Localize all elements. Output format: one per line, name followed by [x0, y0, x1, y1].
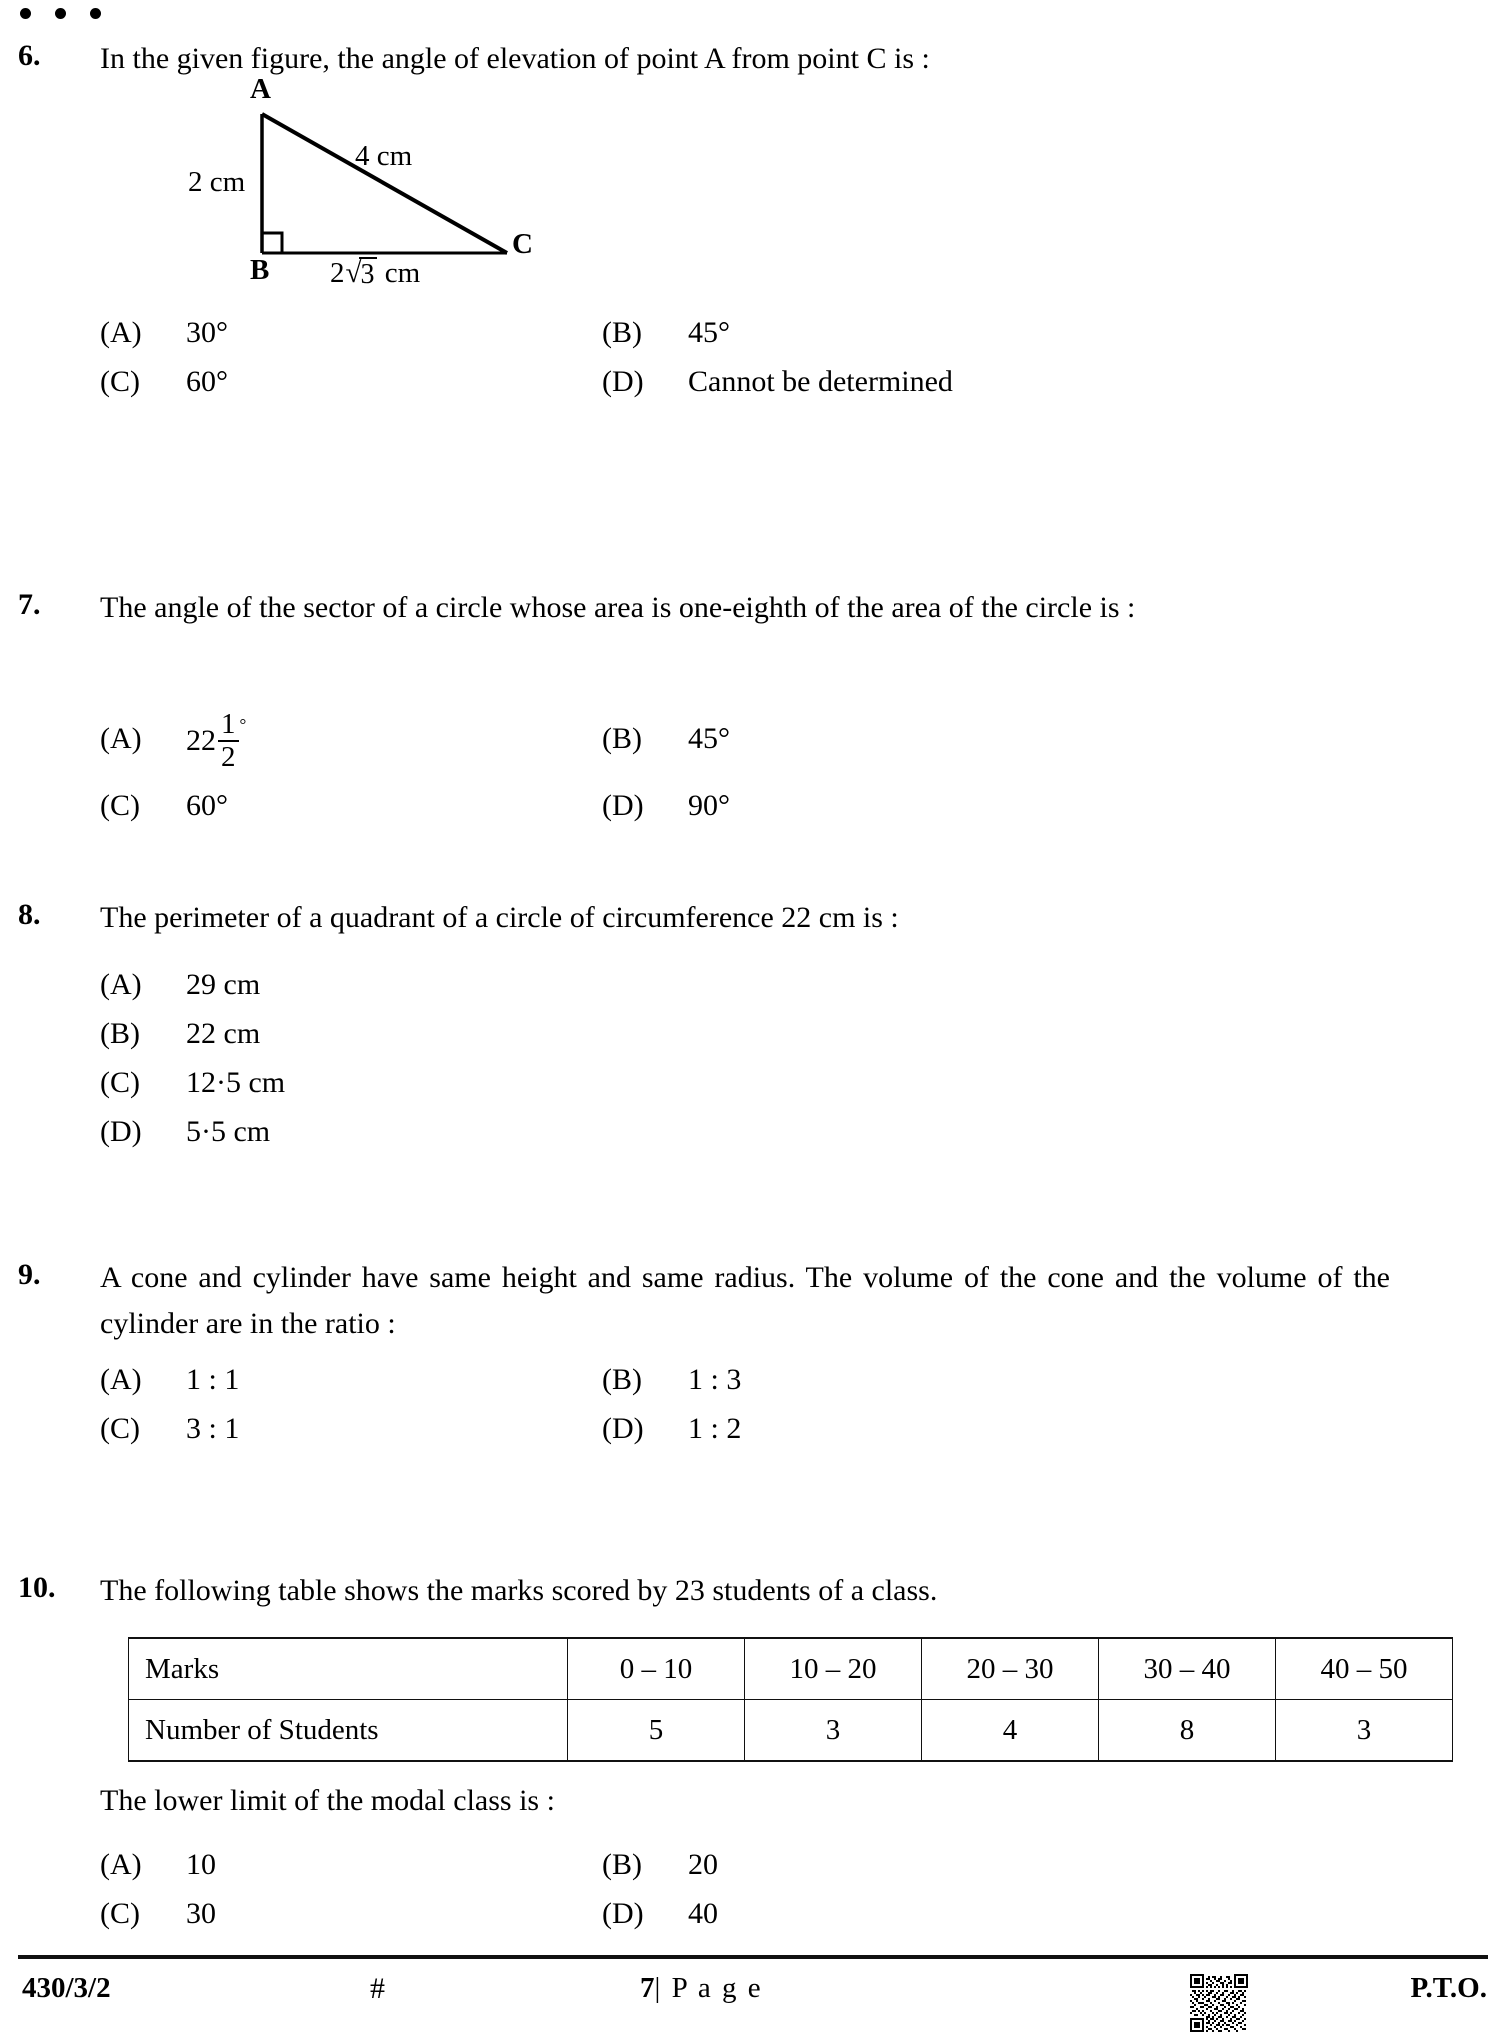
q7-option-d-label: (D) — [602, 789, 644, 822]
question-6-body — [100, 36, 1390, 82]
marks-table — [128, 1637, 1453, 1762]
fraction-numerator: 1 — [218, 710, 239, 742]
q10-option-c-value: 30 — [186, 1897, 216, 1930]
q9-option-row-2 — [100, 1404, 1390, 1453]
q10-option-d-value: 40 — [688, 1897, 718, 1930]
q9-option-d[interactable] — [602, 1404, 741, 1453]
question-6-figure — [150, 73, 770, 308]
q6-option-c-value: 60° — [186, 365, 228, 398]
table-cell-class-2: 10 – 20 — [745, 1638, 922, 1700]
dot-3 — [90, 8, 101, 19]
mixed-number-whole: 22 — [186, 724, 216, 758]
q9-option-row-1 — [100, 1355, 1390, 1404]
q7-option-c-value: 60° — [186, 789, 228, 822]
question-8-number: 8. — [18, 898, 41, 931]
q9-option-c[interactable] — [100, 1404, 239, 1453]
q10-option-grid — [100, 1840, 1390, 1938]
q7-option-d-value: 90° — [688, 789, 730, 822]
q6-option-grid — [100, 308, 1390, 406]
q6-option-d-value: Cannot be determined — [688, 365, 953, 398]
q8-option-b-label: (B) — [100, 1017, 140, 1050]
q6-option-b-value: 45° — [688, 316, 730, 349]
question-7-number: 7. — [18, 588, 41, 621]
table-row-header-marks: Marks — [129, 1638, 568, 1700]
q9-option-c-value: 3 : 1 — [186, 1412, 240, 1445]
question-10-body — [100, 1568, 1390, 1614]
figure-vertex-b-label: B — [250, 254, 270, 286]
question-10-number: 10. — [18, 1571, 56, 1604]
q10-option-row-1 — [100, 1840, 1390, 1889]
q6-option-c[interactable] — [100, 357, 228, 406]
question-9-text: A cone and cylinder have same height and same radius. The volume of the cone and the volume of the cylinder are in the ratio : — [100, 1261, 1390, 1340]
footer-pto: P.T.O. — [1410, 1972, 1487, 2004]
q7-option-b[interactable] — [602, 700, 730, 778]
q7-option-c[interactable] — [100, 778, 228, 834]
q8-option-b[interactable] — [100, 1009, 1390, 1058]
q6-option-d-label: (D) — [602, 365, 644, 398]
q7-option-row-2 — [100, 778, 1390, 834]
q6-option-a[interactable] — [100, 308, 228, 357]
q7-option-grid — [100, 700, 1390, 834]
table-cell-class-5: 40 – 50 — [1276, 1638, 1453, 1700]
q6-option-row-1 — [100, 308, 1390, 357]
q8-option-a[interactable] — [100, 960, 1390, 1009]
q7-option-row-1 — [100, 700, 1390, 778]
table-cell-freq-2: 3 — [745, 1700, 922, 1762]
q7-option-d[interactable] — [602, 778, 730, 834]
q10-option-row-2 — [100, 1889, 1390, 1938]
footer-divider — [18, 1955, 1488, 1959]
question-6-number: 6. — [18, 39, 41, 72]
q9-option-b-label: (B) — [602, 1363, 642, 1396]
q8-option-d-value: 5·5 cm — [186, 1115, 271, 1148]
base-radicand: 3 — [360, 259, 375, 291]
dot-1 — [20, 8, 31, 19]
q10-option-d-label: (D) — [602, 1897, 644, 1930]
question-9-body — [100, 1255, 1390, 1347]
q9-option-b-value: 1 : 3 — [688, 1363, 742, 1396]
q8-option-a-label: (A) — [100, 968, 142, 1001]
figure-base-label — [330, 256, 420, 291]
q6-option-b[interactable] — [602, 308, 730, 357]
question-7-text: The angle of the sector of a circle whose area is one-eighth of the area of the circle is : — [100, 591, 1136, 624]
figure-hypotenuse-label: 4 cm — [355, 140, 413, 172]
footer-page-number: 7 — [640, 1972, 655, 2004]
qr-code-svg — [1190, 1974, 1248, 2032]
q7-option-a-value — [186, 702, 245, 780]
footer-page-separator: | — [654, 1972, 663, 2004]
q6-option-d[interactable] — [602, 357, 953, 406]
footer-paper-code: 430/3/2 — [22, 1972, 111, 2004]
table-cell-freq-3: 4 — [922, 1700, 1099, 1762]
q10-option-a[interactable] — [100, 1840, 216, 1889]
table-row-students — [129, 1700, 1453, 1762]
q10-option-b-label: (B) — [602, 1848, 642, 1881]
q9-option-grid — [100, 1355, 1390, 1453]
q10-option-d[interactable] — [602, 1889, 718, 1938]
table-cell-class-3: 20 – 30 — [922, 1638, 1099, 1700]
q6-option-b-label: (B) — [602, 316, 642, 349]
question-10-text: The following table shows the marks scored by 23 students of a class. — [100, 1574, 938, 1607]
q7-option-a[interactable] — [100, 700, 245, 780]
question-8-body — [100, 895, 1390, 941]
page-top-dots — [20, 8, 101, 19]
page-footer — [0, 1968, 1505, 2028]
q6-option-row-2 — [100, 357, 1390, 406]
table-row-header-students: Number of Students — [129, 1700, 568, 1762]
q8-option-list — [100, 960, 1390, 1156]
q9-option-a-value: 1 : 1 — [186, 1363, 240, 1396]
figure-vertical-side-label: 2 cm — [188, 166, 246, 198]
question-8-text: The perimeter of a quadrant of a circle of circumference 22 cm is : — [100, 901, 899, 934]
q7-option-c-label: (C) — [100, 789, 140, 822]
q6-option-c-label: (C) — [100, 365, 140, 398]
table-row-marks — [129, 1638, 1453, 1700]
q9-option-a-label: (A) — [100, 1363, 142, 1396]
degree-symbol: ° — [239, 715, 247, 735]
figure-vertex-c-label: C — [512, 228, 533, 260]
table-cell-class-1: 0 – 10 — [568, 1638, 745, 1700]
table-cell-freq-1: 5 — [568, 1700, 745, 1762]
q9-option-d-value: 1 : 2 — [688, 1412, 742, 1445]
q7-option-a-label: (A) — [100, 722, 142, 755]
q6-option-a-value: 30° — [186, 316, 228, 349]
fraction — [218, 710, 239, 772]
q10-option-b-value: 20 — [688, 1848, 718, 1881]
question-7-body — [100, 585, 1390, 631]
table-cell-class-4: 30 – 40 — [1099, 1638, 1276, 1700]
table-cell-freq-5: 3 — [1276, 1700, 1453, 1762]
fraction-denominator: 2 — [221, 741, 236, 774]
q8-option-b-value: 22 cm — [186, 1017, 261, 1050]
q8-option-c-value: 12·5 cm — [186, 1066, 286, 1099]
base-coefficient: 2 — [330, 257, 345, 290]
dot-2 — [55, 8, 66, 19]
q6-option-a-label: (A) — [100, 316, 142, 349]
footer-page-indicator — [640, 1972, 763, 2005]
q10-option-b[interactable] — [602, 1840, 718, 1889]
footer-hash-mark: # — [370, 1972, 385, 2005]
q9-option-b[interactable] — [602, 1355, 741, 1404]
table-cell-freq-4: 8 — [1099, 1700, 1276, 1762]
q9-option-d-label: (D) — [602, 1412, 644, 1445]
question-10-subtext: The lower limit of the modal class is : — [100, 1784, 555, 1817]
q9-option-c-label: (C) — [100, 1412, 140, 1445]
figure-vertex-a-label: A — [250, 73, 271, 105]
q9-option-a[interactable] — [100, 1355, 239, 1404]
question-6-text: In the given figure, the angle of elevation of point A from point C is : — [100, 42, 930, 75]
q8-option-c-label: (C) — [100, 1066, 140, 1099]
q8-option-d-label: (D) — [100, 1115, 142, 1148]
base-unit: cm — [384, 257, 421, 290]
qr-code-icon — [1190, 1974, 1248, 2032]
marks-table-wrapper — [128, 1637, 1453, 1762]
footer-page-word: P a g e — [671, 1972, 763, 2004]
q10-option-a-value: 10 — [186, 1848, 216, 1881]
q7-option-b-label: (B) — [602, 722, 642, 755]
q8-option-d[interactable] — [100, 1107, 1390, 1156]
q10-option-c[interactable] — [100, 1889, 216, 1938]
q10-option-a-label: (A) — [100, 1848, 142, 1881]
question-9-number: 9. — [18, 1258, 41, 1291]
q8-option-a-value: 29 cm — [186, 968, 261, 1001]
q10-option-c-label: (C) — [100, 1897, 140, 1930]
square-root-icon: √ 3 — [345, 257, 375, 291]
q8-option-c[interactable] — [100, 1058, 1390, 1107]
q7-option-b-value: 45° — [688, 722, 730, 755]
